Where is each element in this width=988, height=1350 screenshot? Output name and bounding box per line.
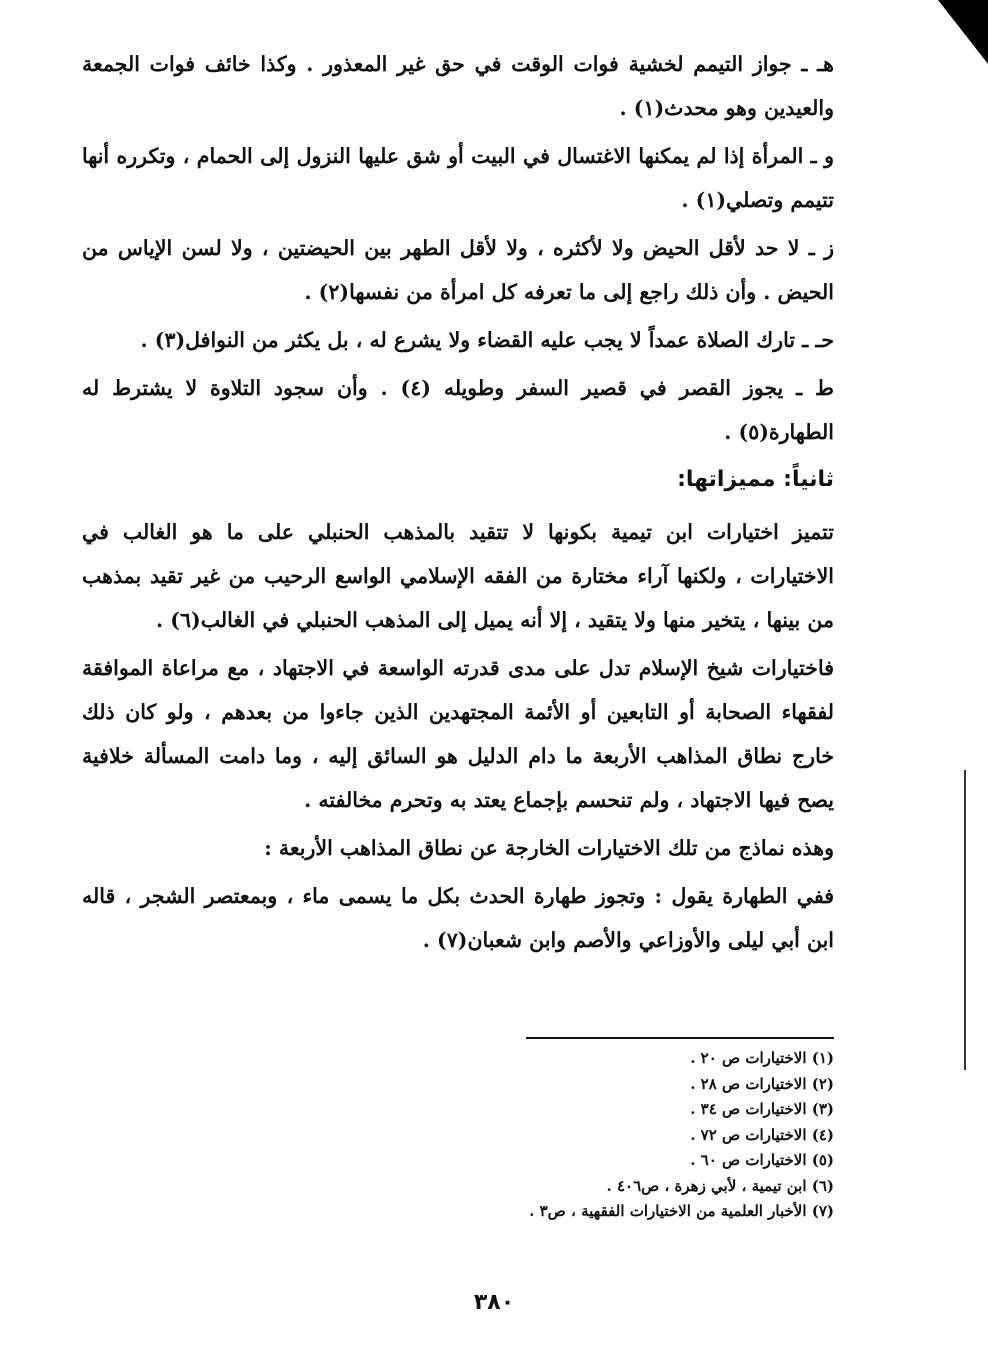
body-paragraph-purity: ففي الطهارة يقول : وتجوز طهارة الحدث بكل ما يسمى ماء ، وبمعتصر الشجر ، قاله ابن أبي ليلى والأوزاعي والأصم وابن شعبان(٧) . (82, 884, 834, 952)
corner-triangle-mark (938, 0, 988, 64)
footnote-6: (٦) ابن تيمية ، لأبي زهرة ، ص٤٠٦ . (606, 1176, 834, 1195)
paragraph-ha: حـ ـ تارك الصلاة عمداً لا يجب عليه القضاء ولا يشرع له ، بل يكثر من النوافل(٣) . (140, 328, 834, 352)
footnote-3: (٣) الاختيارات ص ٣٤ . (690, 1100, 834, 1118)
page-body (82, 42, 834, 966)
body-paragraph-examples-intro: وهذه نماذج من تلك الاختيارات الخارجة عن نطاق المذاهب الأربعة : (264, 836, 834, 860)
section-heading: ثانياً: مميزاتها: (677, 467, 834, 492)
footnote-4: (٤) الاختيارات ص ٧٢ . (690, 1125, 834, 1144)
body-paragraph-distinction: تتميز اختيارات ابن تيمية بكونها لا تتقيد بالمذهب الحنبلي على ما هو الغالب في الاختيارات ، ولكنها آراء مختارة من الفقه الإسلامي الواسع الرحيب من غير تقيد بمذهب من بينها ، يتخير منها ولا يتقيد ، إلا أنه يميل إلى المذهب الحنبلي في الغالب(٦) . (82, 520, 834, 632)
paragraph-zay: ز ـ لا حد لأقل الحيض ولا لأكثره ، ولا لأقل الطهر بين الحيضتين ، ولا لسن الإياس من الحيض . وأن ذلك راجع إلى ما تعرفه كل امرأة من نفسها(٢) . (82, 236, 834, 304)
footnote-2: (٢) الاختيارات ص ٢٨ . (690, 1074, 834, 1093)
page-number: ٣٨٠ (473, 1290, 515, 1315)
footnote-7: (٧) الأخبار العلمية من الاختيارات الفقهية ، ص٣ . (529, 1202, 834, 1220)
page-edge-line (964, 770, 966, 1070)
footnote-5: (٥) الاختيارات ص ٦٠ . (690, 1151, 834, 1169)
footnote-divider (526, 1037, 834, 1039)
footnote-1: (١) الاختيارات ص ٢٠ . (690, 1049, 834, 1067)
paragraph-ta: ط ـ يجوز القصر في قصير السفر وطويله (٤) . وأن سجود التلاوة لا يشترط له الطهارة(٥) . (82, 376, 834, 444)
footnotes (82, 1046, 834, 1225)
body-paragraph-ijtihad: فاختيارات شيخ الإسلام تدل على مدى قدرته الواسعة في الاجتهاد ، مع مراعاة الموافقة لفقهاء الصحابة أو التابعين أو الأئمة المجتهدين الذين جاءوا من بعدهم ، ولو كان ذلك خارج نطاق المذاهب الأربعة ما دام الدليل هو السائق إليه ، وما دامت المسألة خلافية يصح فيها الاجتهاد ، ولم تنحسم بإجماع يعتد به وتحرم مخالفته . (82, 656, 834, 812)
paragraph-he: هـ ـ جواز التيمم لخشية فوات الوقت في حق غير المعذور . وكذا خائف فوات الجمعة والعيدين وهو محدث(١) . (82, 52, 834, 120)
paragraph-waw: و ـ المرأة إذا لم يمكنها الاغتسال في البيت أو شق عليها النزول إلى الحمام ، وتكرره أنها تتيمم وتصلي(١) . (82, 144, 834, 212)
